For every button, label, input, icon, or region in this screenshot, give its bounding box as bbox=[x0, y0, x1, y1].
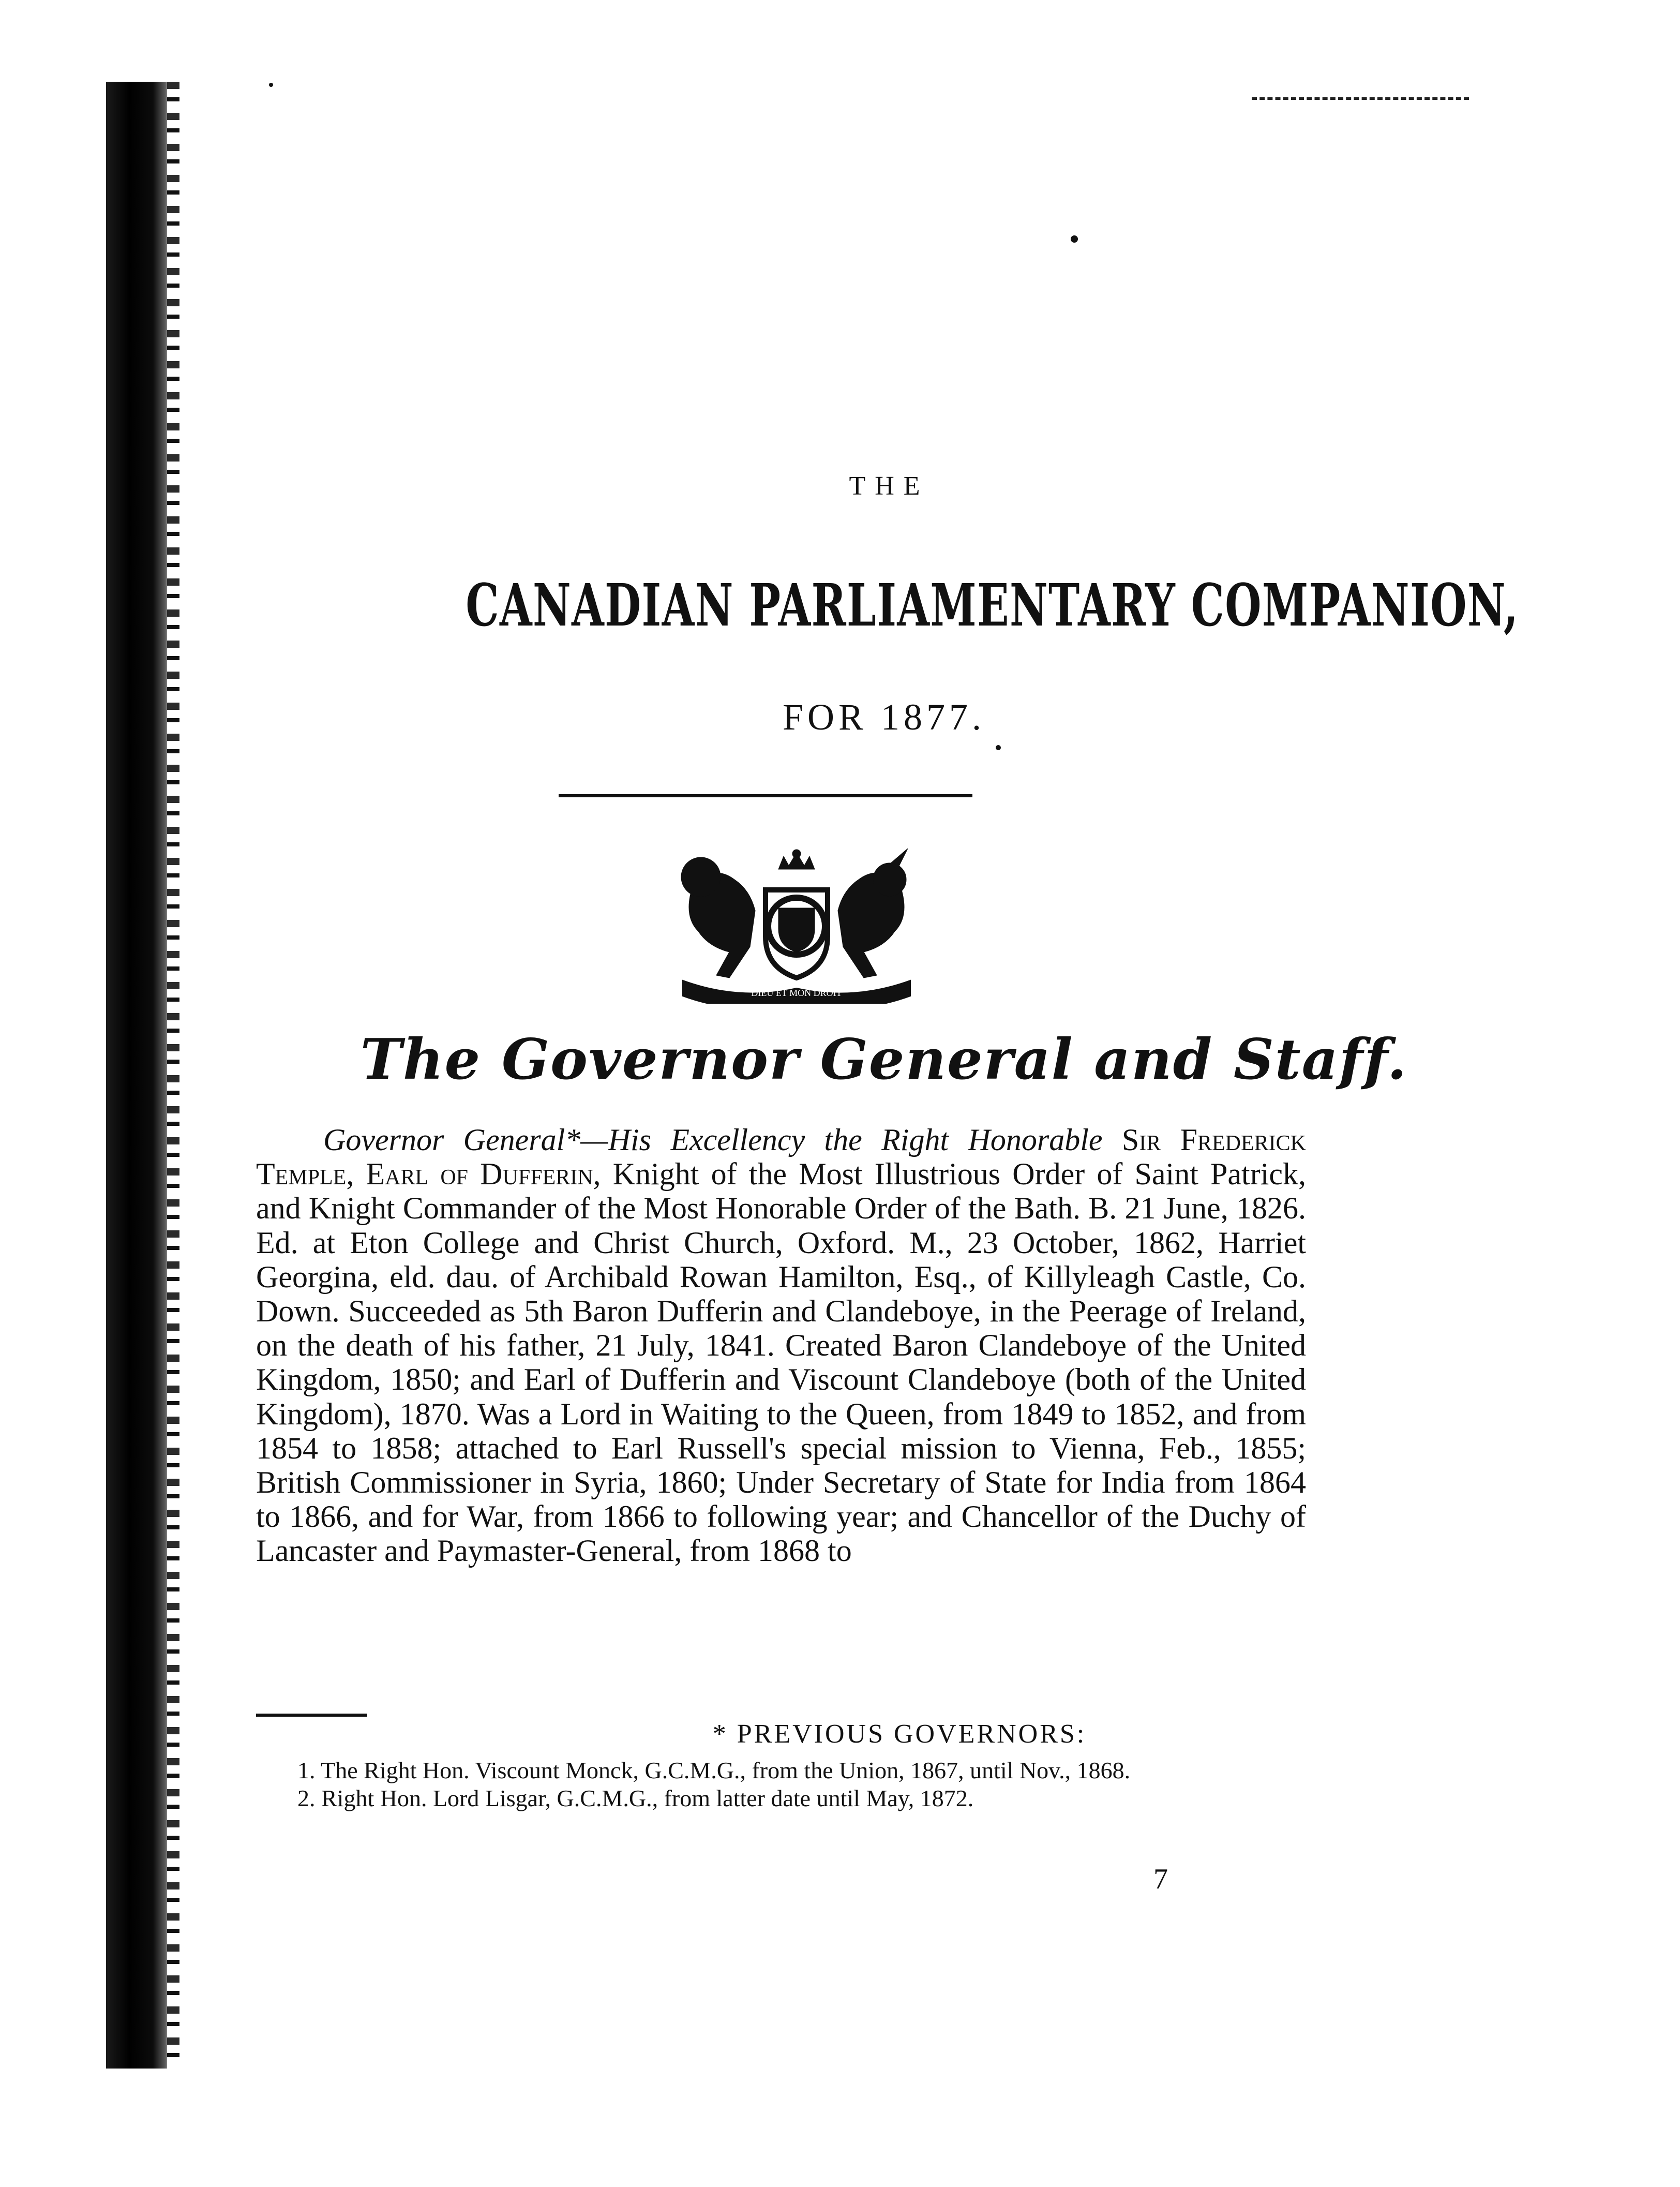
page-title: CANADIAN PARLIAMENTARY COMPANION, bbox=[466, 572, 1519, 639]
entry-lead: Governor General*—His Excellency the Right Honorable bbox=[323, 1123, 1103, 1157]
governor-general-entry bbox=[256, 1123, 1306, 1568]
footnotes bbox=[256, 1757, 1306, 1812]
ink-speck bbox=[1071, 235, 1078, 243]
section-heading: The Governor General and Staff. bbox=[360, 1027, 1408, 1092]
title-article: THE bbox=[849, 471, 929, 501]
ink-speck bbox=[996, 745, 1001, 750]
entry-body: Knight of the Most Illustrious Order of Saint Patrick, and Knight Commander of the Most Honorable Order of the Bath. B. 21 June, 1826. Ed. at Eton College and Christ Church, Oxford. M., 23 October, 1862, Harriet Georgina, eld. dau. of Archibald Rowan Hamilton, Esq., of Killyleagh Castle, Co. Down. Succeeded as 5th Baron Dufferin and Clandeboye, in the Peerage of Ireland, on the death of his father, 21 July, 1841. Created Baron Clandeboye of the United Kingdom, 1850; and Earl of Dufferin and Viscount Clandeboye (both of the United Kingdom), 1870. Was a Lord in Waiting to the Queen, from 1849 to 1852, and from 1854 to 1858; attached to Earl Russell's special mission to Vienna, Feb., 1855; British Commissioner in Syria, 1860; Under Secretary of State for India from 1864 to 1866, and for War, from 1866 to following year; and Chancellor of the Duchy of Lancaster and Paymaster-General, from 1868 to bbox=[256, 1157, 1307, 1568]
top-dashed-rule bbox=[1252, 97, 1469, 100]
ink-speck bbox=[269, 83, 273, 87]
footnote-rule bbox=[256, 1714, 367, 1717]
title-rule bbox=[559, 794, 972, 797]
footnote-item: 1. The Right Hon. Viscount Monck, G.C.M.G., from the Union, 1867, until Nov., 1868. bbox=[297, 1757, 1131, 1783]
footnote-item: 2. Right Hon. Lord Lisgar, G.C.M.G., from latter date until May, 1872. bbox=[297, 1785, 974, 1811]
footnote-heading: * PREVIOUS GOVERNORS: bbox=[712, 1719, 1087, 1749]
entry-name: Sir Frederick Temple, Earl of Dufferin, bbox=[256, 1123, 1306, 1192]
royal-coat-of-arms-icon bbox=[672, 849, 921, 1004]
crest-motto: DIEU ET MON DROIT bbox=[751, 988, 842, 998]
page-number: 7 bbox=[1153, 1863, 1168, 1895]
title-year: FOR 1877. bbox=[782, 696, 986, 738]
